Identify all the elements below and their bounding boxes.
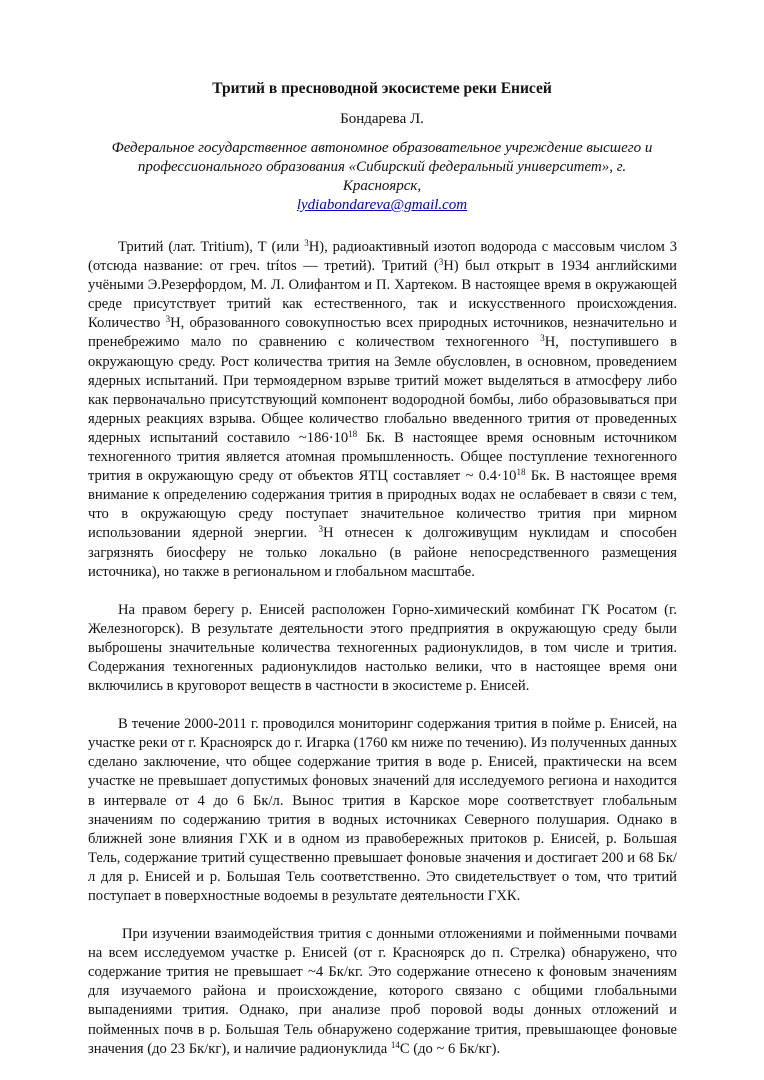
p1-text-1: Тритий (лат. Tritium), Т (или <box>118 239 305 255</box>
p1-text-7: Бк. В настоящее время внимание к определению содержания трития в природных водах не ослабевает в связи с тем, что в окружающую среду поступает значительное количество трития при мирном использовании ядерной энергии. <box>88 468 677 542</box>
p1-sup-1: 3 <box>304 238 309 248</box>
affiliation-line-2: профессионального образования «Сибирский федеральный университет», г. Красноярск, <box>137 159 627 194</box>
author-email-link[interactable]: lydiabondareva@gmail.com <box>296 197 468 213</box>
p1-sup-5: 18 <box>348 428 358 439</box>
affiliation <box>100 139 664 215</box>
article-body <box>88 238 677 1059</box>
p1-text-8: Н отнесен к долгоживущим нуклидам и способен загрязнять биосферу не только локально (в районе непосредственного размещения источника), но также в региональном и глобальном масштабе. <box>88 525 677 580</box>
paragraph-gap <box>88 906 677 925</box>
author-name: Бондарева Л. <box>340 111 424 127</box>
p1-sup-6: 18 <box>516 467 526 478</box>
p1-sup-2: 3 <box>438 257 444 268</box>
paragraph-gap <box>88 696 677 715</box>
paragraph-4 <box>88 925 677 1059</box>
affiliation-line-1: Федеральное государственное автономное образовательное учреждение высшего и <box>111 140 653 156</box>
paragraph-1 <box>88 238 677 582</box>
p1-text-6: Бк. В настоящее время основным источником техногенного трития является атомная промышленность. Общее поступление техногенного трития в окружающую среду от объектов ЯТЦ составляет ~ 0.4·10 <box>88 429 678 485</box>
p1-sup-3: 3 <box>165 314 171 325</box>
paragraph-gap <box>88 582 677 601</box>
paragraph-2: На правом берегу р. Енисей расположен Горно-химический комбинат ГК Росатом (г. Железногорск). В результате деятельности этого предприятия в окружающую среду были выброшены значительные количества техногенных радионуклидов, в том числе и трития. Содержания техногенных радионуклидов настолько велики, что в настоящее время они включились в круговорот веществ в частности в экосистеме р. Енисей. <box>88 601 677 695</box>
paragraph-3: В течение 2000-2011 г. проводился мониторинг содержания трития в пойме р. Енисей, на участке реки от г. Красноярск до г. Игарка (1760 км ниже по течению). Из полученных данных сделано заключение, что общее содержание трития в воде р. Енисей, практически на всем участке не превышает допустимых фоновых значений для исследуемого региона и находится в интервале от 4 до 6 Бк/л. Вынос трития в Карское море соответствует глобальным значениям по содержанию трития в водных источниках Северного полушария. Однако в ближней зоне влияния ГХК и в одном из правобережных притоков р. Енисей, р. Большая Тель, содержание тритий существенно превышает фоновые значения и достигает 200 и 68 Бк/л для р. Енисей и р. Большая Тель соответственно. Это свидетельствует о том, что тритий поступает в поверхностные водоемы в результате деятельности ГХК. <box>88 716 677 904</box>
p1-text-2: Н), радиоактивный изотоп водорода с массовым числом 3 (отсюда название: от греч. trítos — третий). Тритий ( <box>88 239 678 275</box>
p1-sup-4: 3 <box>540 333 545 344</box>
p1-sup-7: 3 <box>318 524 323 535</box>
p4-text-2: С (до ~ 6 Бк/кг). <box>399 1040 501 1057</box>
p4-sup-1: 14 <box>390 1039 400 1050</box>
p1-text-5: Н, поступившего в окружающую среду. Рост количества трития на Земле обусловлен, в основном, проведением ядерных испытаний. При термоядерном взрыве тритий может выделяться в атмосферу либо как первоначально присутствующий компонент водородной бомбы, либо образовываться при ядерных реакциях взрыва. Общее количество глобально введенного трития от проведенных ядерных испытаний составило ~186·10 <box>88 334 677 446</box>
p4-text-1: При изучении взаимодействия трития с донными отложениями и пойменными почвами на всем исследуемом участке р. Енисей (от г. Красноярск до п. Стрелка) обнаружено, что содержание трития не превышает ~4 Бк/кг. Это содержание отнесено к фоновым значениям для изучаемого района и происхождение, которого связано с общими глобальными выпадениями трития. Однако, при анализе проб поровой воды донных отложений и пойменных почв в р. Большая Тель обнаружено содержание трития, превышающее фоновые значения (до 23 Бк/кг), и наличие радионуклида <box>88 926 677 1057</box>
p1-text-3: Н) был открыт в 1934 английскими учёными Э.Резерфордом, М. Л. Олифантом и П. Хартеком. В настоящее время в окружающей среде присутствует тритий как естественного, так и искусственного происхождения. Количество <box>88 258 677 332</box>
paper-title: Тритий в пресноводной экосистеме реки Енисей <box>212 80 552 97</box>
p1-text-4: Н, образованного совокупностью всех природных источников, незначительно и пренебрежимо мало по сравнению с количеством техногенного <box>88 315 677 351</box>
